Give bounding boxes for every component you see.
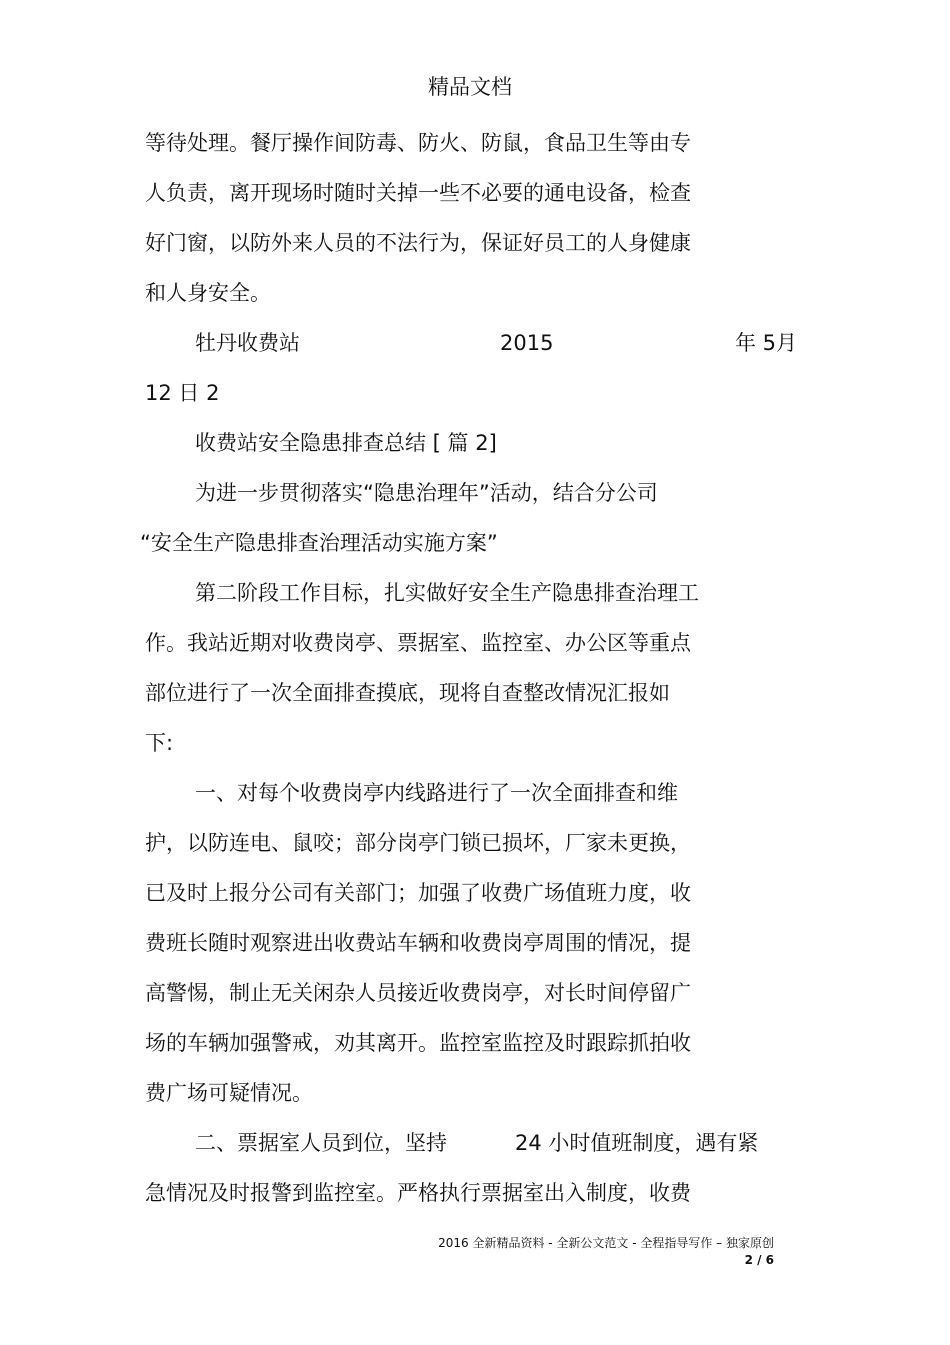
body-line-part: 二、票据室人员到位，坚持 [195,1131,447,1155]
body-line: 费广场可疑情况。 [145,1081,313,1105]
body-line: 和人身安全。 [145,281,271,305]
body-line: 场的车辆加强警戒，劝其离开。监控室监控及时跟踪抓拍收 [145,1031,691,1055]
body-line: 急情况及时报警到监控室。严格执行票据室出入制度，收费 [145,1181,691,1205]
signature-month: 年 5月 [735,331,798,355]
body-line: 好门窗，以防外来人员的不法行为，保证好员工的人身健康 [145,231,691,255]
body-line: 作。我站近期对收费岗亭、票据室、监控室、办公区等重点 [145,631,691,655]
body-line: 费班长随时观察进出收费站车辆和收费岗亭周围的情况，提 [145,931,691,955]
body-line: 为进一步贯彻落实“隐患治理年”活动，结合分公司 [195,481,658,505]
body-line: 部位进行了一次全面排查摸底，现将自查整改情况汇报如 [145,681,670,705]
body-line: 已及时上报分公司有关部门；加强了收费广场值班力度，收 [145,881,691,905]
body-line: 一、对每个收费岗亭内线路进行了一次全面排查和维 [195,781,678,805]
signature-name: 牡丹收费站 [195,331,300,355]
body-line: 等待处理。餐厅操作间防毒、防火、防鼠，食品卫生等由专 [145,131,691,155]
footer-text: 2016 全新精品资料 - 全新公文范文 - 全程指导写作 – 独家原创 [438,1236,774,1250]
signature-line [0,328,950,358]
body-line: 高警惕，制止无关闲杂人员接近收费岗亭，对长时间停留广 [145,981,691,1005]
body-line: 第二阶段工作目标，扎实做好安全生产隐患排查治理工 [195,581,699,605]
page-number: 2 / 6 [744,1253,774,1267]
date-line: 12 日 2 [145,381,220,405]
section-title: 收费站安全隐患排查总结 [ 篇 2] [195,431,497,455]
body-line-part: 24 小时值班制度，遇有紧 [515,1131,759,1155]
body-line: “安全生产隐患排查治理活动实施方案” [140,531,498,555]
body-line [0,1128,950,1158]
page-header: 精品文档 [428,75,512,99]
body-line: 护，以防连电、鼠咬；部分岗亭门锁已损坏，厂家未更换， [145,831,691,855]
body-line: 人负责，离开现场时随时关掉一些不必要的通电设备，检查 [145,181,691,205]
signature-year: 2015 [500,331,554,355]
body-line: 下: [145,731,174,755]
